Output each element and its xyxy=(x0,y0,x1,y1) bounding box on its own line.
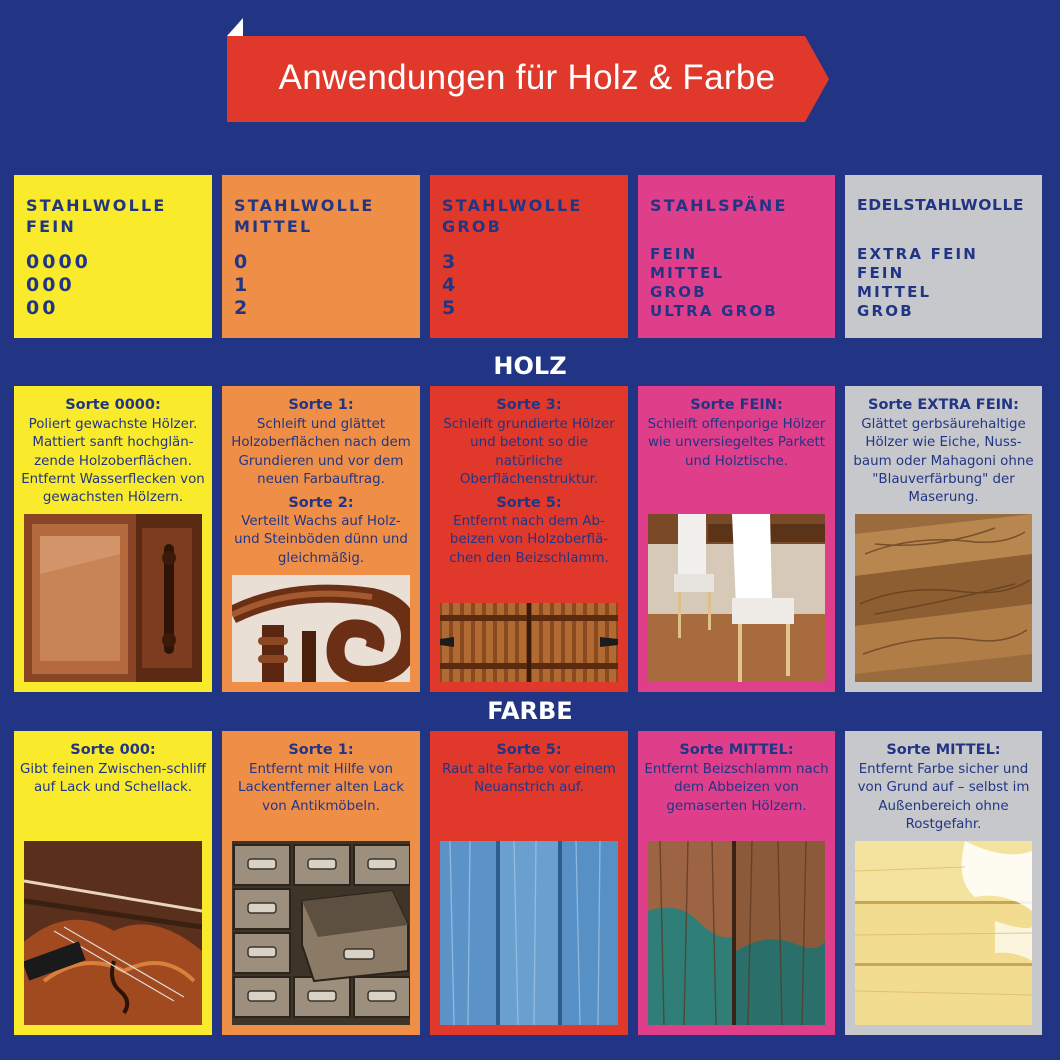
dining-chairs-image xyxy=(648,514,825,682)
card-text: Entfernt Farbe sicher und von Grund auf – selbst im Außenbereich ohne Rostgefahr. xyxy=(857,762,1030,832)
card-title: Sorte 000: xyxy=(70,742,156,758)
wooden-gate-image xyxy=(440,603,618,682)
header-grades xyxy=(26,251,91,320)
farbe-card-edelstahlwolle xyxy=(845,731,1042,1035)
grade-label: 5 xyxy=(442,297,459,319)
violin-image xyxy=(24,841,202,1025)
card-title: Sorte 5: xyxy=(496,742,562,758)
header-stahlwolle-mittel xyxy=(222,175,420,338)
card-title: Sorte 2: xyxy=(288,495,354,511)
grade-label: 4 xyxy=(442,274,459,296)
card-text: Poliert gewachste Hölzer. Mattiert sanft hochglän-zende Holzoberflächen. Entfernt Wasserflecken von gewachsten Hölzern. xyxy=(21,417,205,506)
card-title: Sorte FEIN: xyxy=(690,397,783,413)
header-stahlwolle-grob xyxy=(430,175,628,338)
card-text: Schleift und glättet Holzoberflächen nach dem Grundieren und vor dem neuen Farbauftrag. xyxy=(231,417,411,487)
holz-card-stahlwolle-fein xyxy=(14,386,212,692)
header-grades xyxy=(857,245,978,321)
grade-label: MITTEL xyxy=(857,283,932,301)
header-grades xyxy=(234,251,250,320)
header-grades xyxy=(442,251,458,320)
header-stahlwolle-fein xyxy=(14,175,212,338)
section-label-farbe: FARBE xyxy=(487,697,573,725)
grade-label: EXTRA FEIN xyxy=(857,245,979,263)
card-text: Gibt feinen Zwischen-schliff auf Lack und Schellack. xyxy=(20,762,206,796)
carved-chair-scroll-image xyxy=(232,575,410,682)
farbe-card-stahlspaene xyxy=(638,731,835,1035)
header-name: STAHLWOLLE GROB xyxy=(442,196,583,236)
grade-label: 0000 xyxy=(26,251,91,273)
grade-label: MITTEL xyxy=(650,264,725,282)
oak-planks-image xyxy=(855,514,1032,682)
card-text: Entfernt Beizschlamm nach dem Abbeizen von gemaserten Hölzern. xyxy=(644,762,829,814)
farbe-card-stahlwolle-fein xyxy=(14,731,212,1035)
card-title: Sorte 5: xyxy=(496,495,562,511)
card-title: Sorte 1: xyxy=(288,397,354,413)
header-name: EDELSTAHLWOLLE xyxy=(857,196,1025,214)
card-text: Entfernt mit Hilfe von Lackentferner alten Lack von Antikmöbeln. xyxy=(238,762,404,814)
header-name: STAHLWOLLE FEIN xyxy=(26,196,167,236)
grade-label: 3 xyxy=(442,251,459,273)
grade-label: 2 xyxy=(234,297,251,319)
holz-card-stahlspaene xyxy=(638,386,835,692)
card-text: Entfernt nach dem Ab-beizen von Holzoberflä-chen den Beizschlamm. xyxy=(449,514,609,566)
header-stahlspaene xyxy=(638,175,835,338)
grade-label: 1 xyxy=(234,274,251,296)
grade-label: FEIN xyxy=(857,264,905,282)
holz-card-edelstahlwolle xyxy=(845,386,1042,692)
yellow-painted-wood-image xyxy=(855,841,1032,1025)
wooden-cabinet-door-image xyxy=(24,514,202,682)
blue-painted-boards-image xyxy=(440,841,618,1025)
card-text: Glättet gerbsäurehaltige Hölzer wie Eiche, Nuss-baum oder Mahagoni ohne "Blauverfärbung" der Maserung. xyxy=(853,417,1034,506)
card-title: Sorte 1: xyxy=(288,742,354,758)
banner-fold xyxy=(227,18,243,36)
card-text: Schleift offenporige Hölzer wie unversiegeltes Parkett und Holztische. xyxy=(647,417,826,469)
grade-label: 0 xyxy=(234,251,251,273)
card-title: Sorte MITTEL: xyxy=(679,742,794,758)
grade-label: 000 xyxy=(26,274,75,296)
header-edelstahlwolle xyxy=(845,175,1042,338)
weathered-stained-wood-image xyxy=(648,841,825,1025)
farbe-card-stahlwolle-mittel xyxy=(222,731,420,1035)
grade-label: 00 xyxy=(26,297,59,319)
grade-label: FEIN xyxy=(650,245,698,263)
card-title: Sorte 0000: xyxy=(65,397,161,413)
drawer-cabinet-image xyxy=(232,841,410,1025)
section-label-holz: HOLZ xyxy=(493,352,567,380)
farbe-card-stahlwolle-grob xyxy=(430,731,628,1035)
grade-label: GROB xyxy=(650,283,707,301)
holz-card-stahlwolle-grob xyxy=(430,386,628,692)
header-name: STAHLWOLLE MITTEL xyxy=(234,196,375,236)
grade-label: ULTRA GROB xyxy=(650,302,778,320)
card-title: Sorte 3: xyxy=(496,397,562,413)
holz-card-stahlwolle-mittel xyxy=(222,386,420,692)
card-text: Raut alte Farbe vor einem Neuanstrich auf. xyxy=(442,762,616,796)
card-title: Sorte EXTRA FEIN: xyxy=(868,397,1019,413)
header-name: STAHLSPÄNE xyxy=(650,196,788,215)
header-grades xyxy=(650,245,778,321)
grade-label: GROB xyxy=(857,302,914,320)
card-text: Schleift grundierte Hölzer und betont so die natürliche Oberflächenstruktur. xyxy=(443,417,615,487)
card-text: Verteilt Wachs auf Holz- und Steinböden dünn und gleichmäßig. xyxy=(234,514,408,566)
page-title: Anwendungen für Holz & Farbe xyxy=(278,58,776,97)
card-title: Sorte MITTEL: xyxy=(886,742,1001,758)
